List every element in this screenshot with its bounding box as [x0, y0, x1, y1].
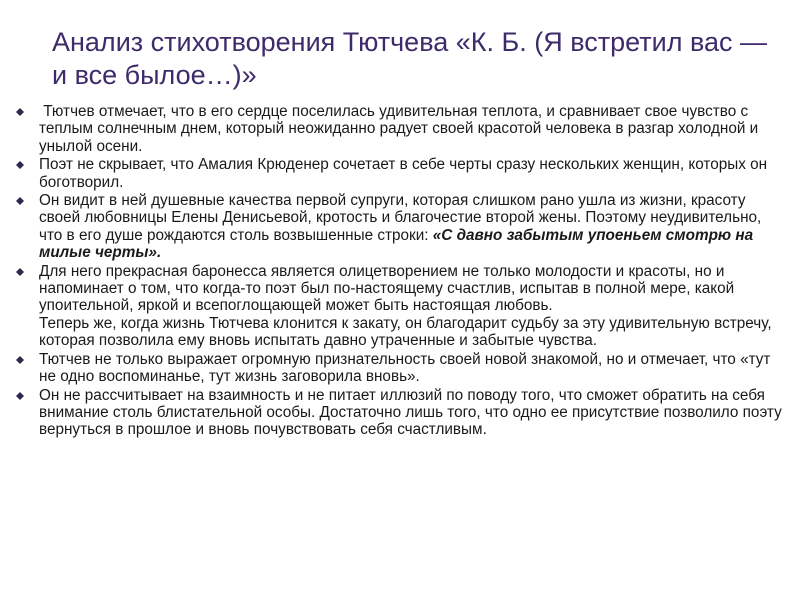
bullet-text: Он видит в ней душевные качества первой супруги, которая слишком рано ушла из жизни, красоту своей любовницы Елены Денисьевой, кротость и благочестие второй жены. Поэтому неудивительно, что в его душе рождаются столь возвышенные строки:: [39, 192, 766, 244]
bullet-item: [16, 103, 786, 155]
poem-quote: «С давно забытым упоеньем смотрю на милые черты».: [39, 226, 754, 262]
bullet-text: Тютчев отмечает, что в его сердце поселилась удивительная теплота, и сравнивает свое чувство с теплым солнечным днем, который неожиданно радует своей красотой человека в разгар холодной и унылой осени.: [39, 103, 763, 155]
bullet-text: Поэт не скрывает, что Амалия Крюденер сочетает в себе черты сразу нескольких женщин, которых он боготворил.: [39, 156, 768, 191]
bullet-text-continuation: Теперь же, когда жизнь Тютчева клонится к закату, он благодарит судьбу за эту удивительную встречу, которая позволила ему вновь испытать давно утраченные и забытые чувства.: [39, 314, 772, 350]
bullet-marker-icon: [16, 108, 24, 116]
bullet-text: Тютчев не только выражает огромную признательность своей новой знакомой, но и отмечает, что «тут не одно воспоминанье, тут жизнь заговорила вновь».: [39, 350, 771, 386]
bullet-item: [16, 263, 786, 350]
bullet-item: [16, 156, 786, 191]
bullet-marker-icon: [16, 161, 24, 169]
bullet-marker-icon: [16, 268, 24, 276]
bullet-item: [16, 387, 786, 439]
bullet-marker-icon: [16, 356, 24, 364]
bullet-text: Для него прекрасная баронесса является олицетворением не только молодости и красоты, но и напоминает о том, что когда-то поэт был по-настоящему счастлив, испытав в полной мере, какой упоительной, яркой и всепоглощающей может быть настоящая любовь.: [39, 262, 735, 315]
bullet-marker-icon: [16, 197, 24, 205]
slide-title: Анализ стихотворения Тютчева «К. Б. (Я встретил вас — и все былое…)»: [52, 27, 768, 90]
bullet-list: [16, 103, 786, 440]
bullet-marker-icon: [16, 392, 24, 400]
bullet-text: Он не рассчитывает на взаимность и не питает иллюзий по поводу того, что сможет обратить на себя внимание столь блистательной особы. Достаточно лишь того, что одно ее присутствие позволило поэту вернуться в прошлое и вновь почувствовать себя счастливым.: [39, 386, 782, 439]
bullet-text-with-quote: [39, 192, 786, 262]
bullet-item: [16, 192, 786, 262]
bullet-item: [16, 351, 786, 386]
